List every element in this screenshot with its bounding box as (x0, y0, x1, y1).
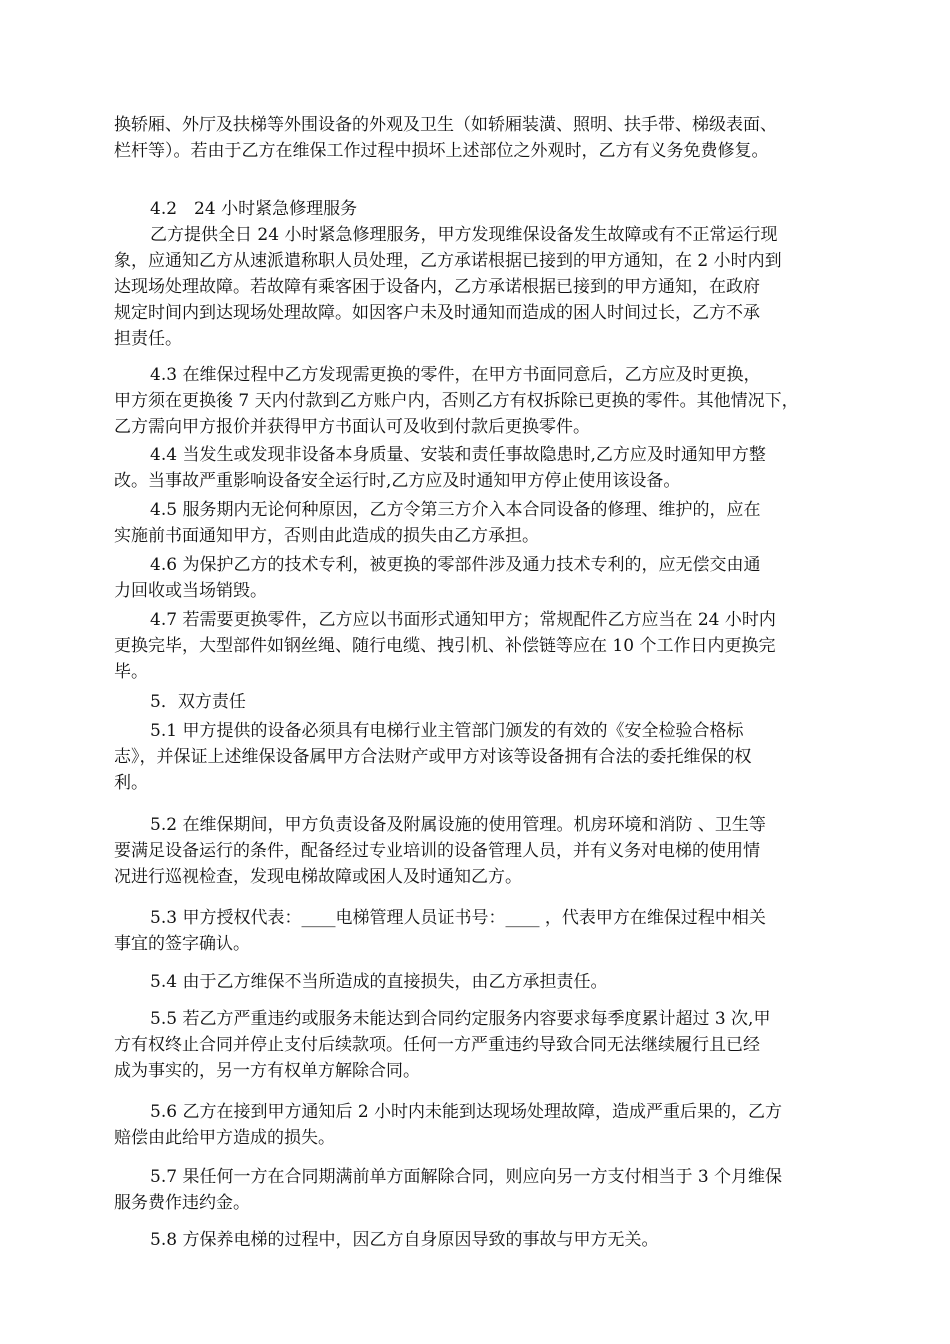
text-line: 担责任。 (114, 329, 182, 349)
text-line: 5.2 在维保期间，甲方负责设备及附属设施的使用管理。机房环境和消防 、卫生等 (150, 815, 766, 835)
text-line: 栏杆等）。若由于乙方在维保工作过程中损坏上述部位之外观时，乙方有义务免费修复。 (114, 141, 769, 161)
text-line: 利。 (114, 773, 148, 793)
text-line: 毕。 (114, 662, 148, 682)
text-line: 4.7 若需要更换零件，乙方应以书面形式通知甲方；常规配件乙方应当在 24 小时内 (150, 610, 776, 630)
text-line: 改。当事故严重影响设备安全运行时,乙方应及时通知甲方停止使用该设备。 (114, 471, 681, 491)
text-line: 换轿厢、外厅及扶梯等外围设备的外观及卫生（如轿厢装潢、照明、扶手带、梯级表面、 (114, 115, 777, 135)
section-5-3 (114, 905, 854, 957)
text-line: 5.5 若乙方严重违约或服务未能达到合同约定服务内容要求每季度累计超过 3 次,甲 (150, 1009, 771, 1029)
section-4-2-body (114, 222, 854, 352)
section-5-8 (114, 1227, 854, 1253)
section-4-2-title (114, 196, 854, 222)
section-4-6 (114, 552, 854, 604)
text-line: 乙方需向甲方报价并获得甲方书面认可及收到付款后更换零件。 (114, 417, 590, 437)
text-line: 5.8 方保养电梯的过程中，因乙方自身原因导致的事故与甲方无关。 (150, 1230, 659, 1250)
text-line: 事宜的签字确认。 (114, 934, 250, 954)
section-4-3 (114, 362, 854, 440)
section-4-4 (114, 442, 854, 494)
text-line: 更换完毕，大型部件如钢丝绳、随行电缆、拽引机、补偿链等应在 10 个工作日内更换完 (114, 636, 776, 656)
section-5-7 (114, 1164, 854, 1216)
text-line: 5.6 乙方在接到甲方通知后 2 小时内未能到达现场处理故障，造成严重后果的，乙方 (150, 1102, 783, 1122)
text-line: 达现场处理故障。若故障有乘客困于设备内，乙方承诺根据已接到的甲方通知，在政府 (114, 277, 760, 297)
text-line: 4.6 为保护乙方的技术专利，被更换的零部件涉及通力技术专利的，应无偿交由通 (150, 555, 761, 575)
text-line: 况进行巡视检查，发现电梯故障或困人及时通知乙方。 (114, 867, 522, 887)
section-5-5 (114, 1006, 854, 1084)
text-line: 5.4 由于乙方维保不当所造成的直接损失，由乙方承担责任。 (150, 972, 608, 992)
text-line: 志》，并保证上述维保设备属甲方合法财产或甲方对该等设备拥有合法的委托维保的权 (114, 747, 752, 767)
text-line: 4.4 当发生或发现非设备本身质量、安装和责任事故隐患时,乙方应及时通知甲方整 (150, 445, 766, 465)
text-line: 成为事实的，另一方有权单方解除合同。 (114, 1061, 420, 1081)
text-line: 5.7 果任何一方在合同期满前单方面解除合同，则应向另一方支付相当于 3 个月维保 (150, 1167, 783, 1187)
text-line: 服务费作违约金。 (114, 1193, 250, 1213)
text-line: 5.1 甲方提供的设备必须具有电梯行业主管部门颁发的有效的《安全检验合格标 (150, 721, 744, 741)
section-4-7 (114, 607, 854, 685)
text-line: 实施前书面通知甲方，否则由此造成的损失由乙方承担。 (114, 526, 539, 546)
text-line: 要满足设备运行的条件，配备经过专业培训的设备管理人员，并有义务对电梯的使用情 (114, 841, 760, 861)
text-line: 5.3 甲方授权代表：____电梯管理人员证书号：____ ，代表甲方在维保过程中相关 (150, 908, 766, 928)
section-heading: 5．双方责任 (150, 692, 246, 712)
section-5-2 (114, 812, 854, 890)
text-line: 方有权终止合同并停止支付后续款项。任何一方严重违约导致合同无法继续履行且已经 (114, 1035, 760, 1055)
text-line: 4.5 服务期内无论何种原因，乙方令第三方介入本合同设备的修理、维护的，应在 (150, 500, 761, 520)
section-4-5 (114, 497, 854, 549)
section-5-6 (114, 1099, 854, 1151)
text-line: 乙方提供全日 24 小时紧急修理服务，甲方发现维保设备发生故障或有不正常运行现 (150, 225, 778, 245)
text-line: 力回收或当场销毁。 (114, 581, 267, 601)
section-5-title (114, 689, 854, 715)
text-line: 赔偿由此给甲方造成的损失。 (114, 1128, 335, 1148)
text-line: 甲方须在更换後 7 天内付款到乙方账户内，否则乙方有权拆除已更换的零件。其他情况下， (114, 391, 799, 411)
text-line: 象，应通知乙方从速派遣称职人员处理，乙方承诺根据已接到的甲方通知，在 2 小时内到 (114, 251, 782, 271)
text-line: 规定时间内到达现场处理故障。如因客户未及时通知而造成的困人时间过长，乙方不承 (114, 303, 760, 323)
section-5-4 (114, 969, 854, 995)
paragraph-4-1-continued (114, 112, 854, 164)
section-5-1 (114, 718, 854, 796)
section-heading: 4.2 24 小时紧急修理服务 (150, 199, 358, 219)
text-line: 4.3 在维保过程中乙方发现需更换的零件，在甲方书面同意后，乙方应及时更换， (150, 365, 761, 385)
